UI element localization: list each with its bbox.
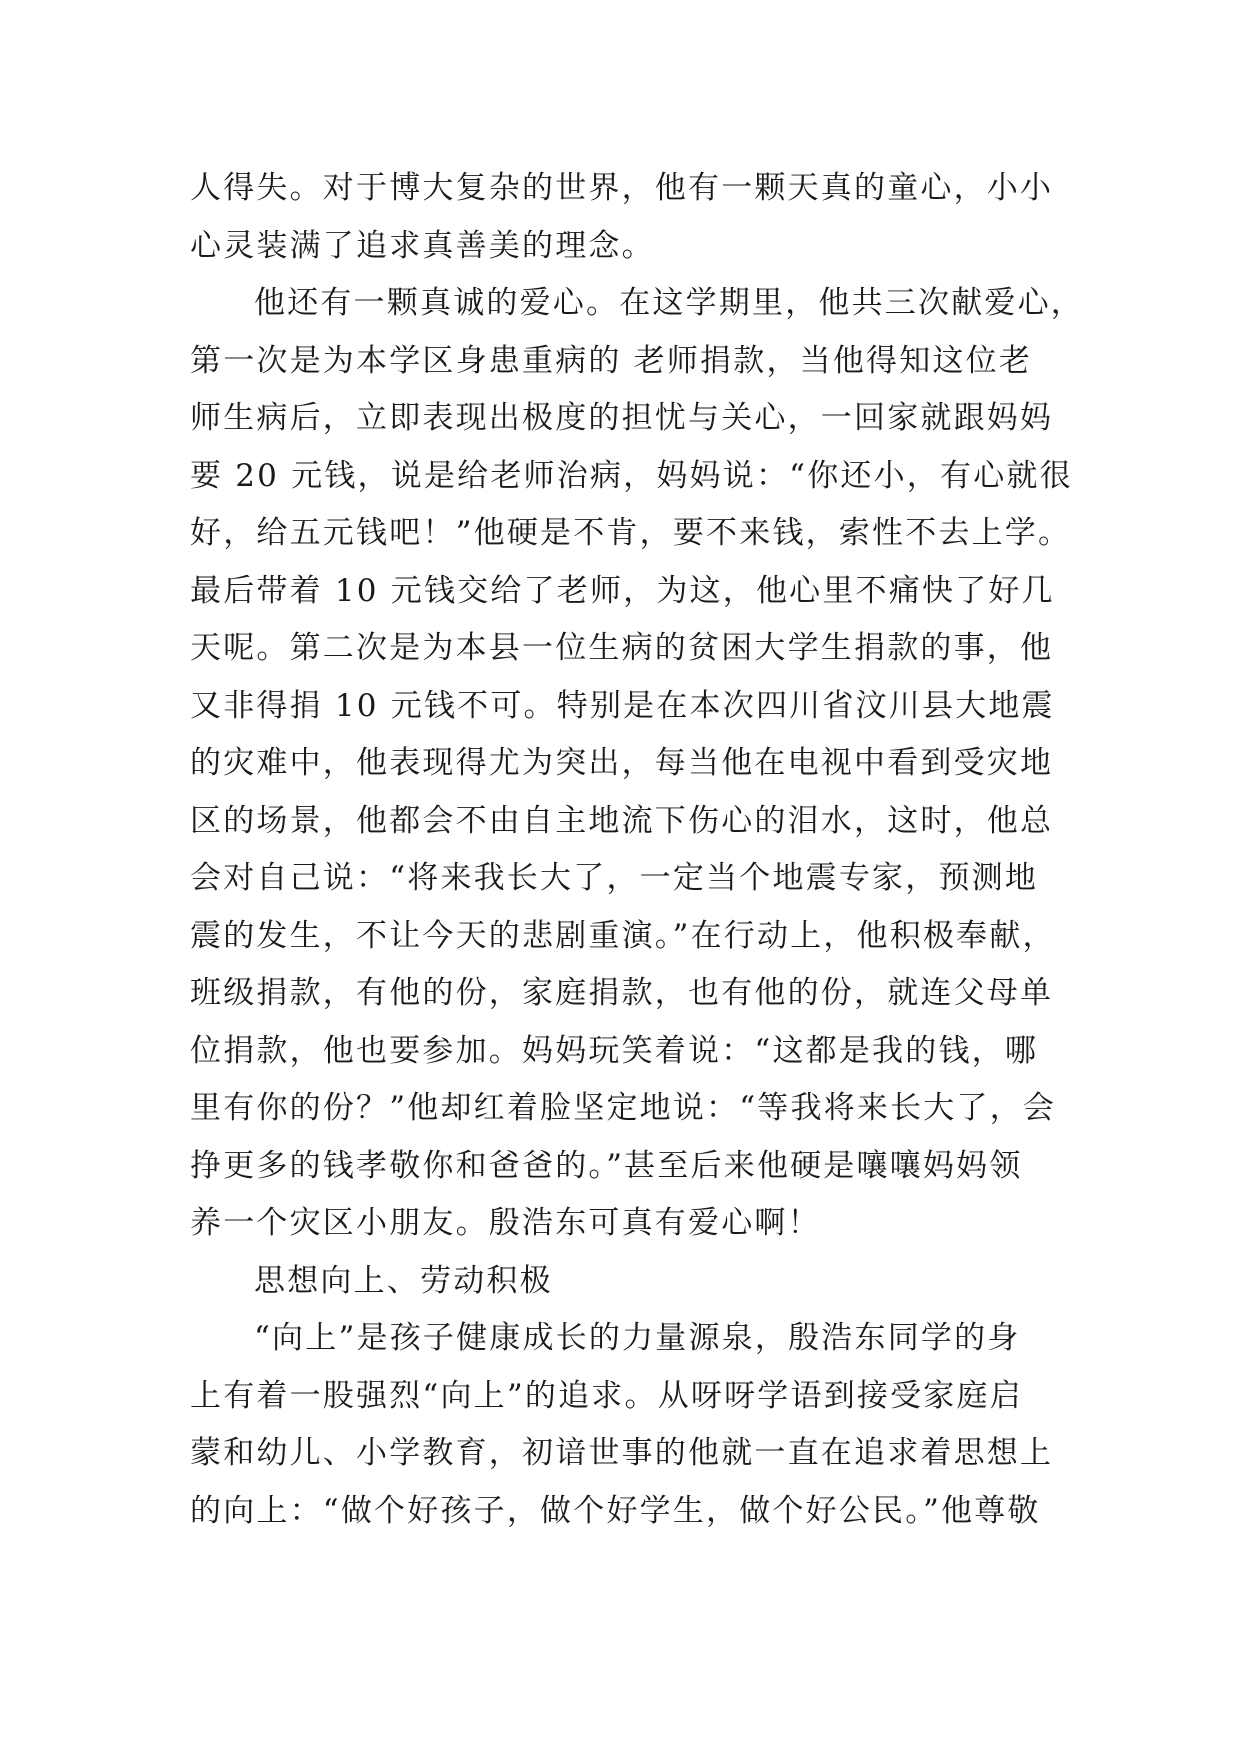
text-line: 养一个灾区小朋友。殷浩东可真有爱心啊！ — [190, 1205, 821, 1241]
text-line: 上有着一股强烈“向上”的追求。从呀呀学语到接受家庭启 — [190, 1377, 1023, 1414]
text-line: 天呢。第二次是为本县一位生病的贫困大学生捐款的事，他 — [190, 630, 1054, 666]
text-line: 位捐款，他也要参加。妈妈玩笑着说：“这都是我的钱，哪 — [190, 1032, 1039, 1069]
text-line: 第一次是为本学区身患重病的 老师捐款，当他得知这位老 — [190, 342, 1033, 379]
text-line: 区的场景，他都会不由自主地流下伤心的泪水，这时，他总 — [190, 802, 1054, 839]
text-line: 蒙和幼儿、小学教育，初谙世事的他就一直在追求着思想上 — [190, 1435, 1054, 1471]
text-line: 人得失。对于博大复杂的世界，他有一颗天真的童心，小小 — [190, 170, 1054, 206]
text-line: 里有你的份？”他却红着脸坚定地说：“等我将来长大了，会 — [190, 1090, 1057, 1126]
text-line: “向上”是孩子健康成长的力量源泉，殷浩东同学的身 — [254, 1320, 1021, 1356]
text-line: 要 20 元钱，说是给老师治病，妈妈说：“你还小，有心就很 — [190, 457, 1073, 494]
text-line: 最后带着 10 元钱交给了老师，为这，他心里不痛快了好几 — [190, 572, 1055, 609]
text-line: 又非得捐 10 元钱不可。特别是在本次四川省汶川县大地震 — [190, 687, 1055, 724]
text-line: 的灾难中，他表现得尤为突出，每当他在电视中看到受灾地 — [190, 745, 1054, 781]
text-line: 师生病后，立即表现出极度的担忧与关心，一回家就跟妈妈 — [190, 400, 1054, 436]
text-line: 会对自己说：“将来我长大了，一定当个地震专家，预测地 — [190, 860, 1039, 896]
text-line: 班级捐款，有他的份，家庭捐款，也有他的份，就连父母单 — [190, 975, 1054, 1011]
text-line: 挣更多的钱孝敬你和爸爸的。”甚至后来他硬是嚷嚷妈妈领 — [190, 1147, 1023, 1184]
text-line: 心灵装满了追求真善美的理念。 — [190, 227, 655, 264]
text-line: 震的发生，不让今天的悲剧重演。”在行动上，他积极奉献， — [190, 917, 1056, 954]
text-line: 他还有一颗真诚的爱心。在这学期里，他共三次献爱心， — [254, 285, 1084, 321]
section-heading: 思想向上、劳动积极 — [254, 1262, 553, 1299]
text-line: 好，给五元钱吧！”他硬是不肯，要不来钱，索性不去上学。 — [190, 515, 1072, 551]
text-line: 的向上：“做个好孩子，做个好学生，做个好公民。”他尊敬 — [190, 1492, 1041, 1529]
body-text — [190, 160, 1084, 1540]
